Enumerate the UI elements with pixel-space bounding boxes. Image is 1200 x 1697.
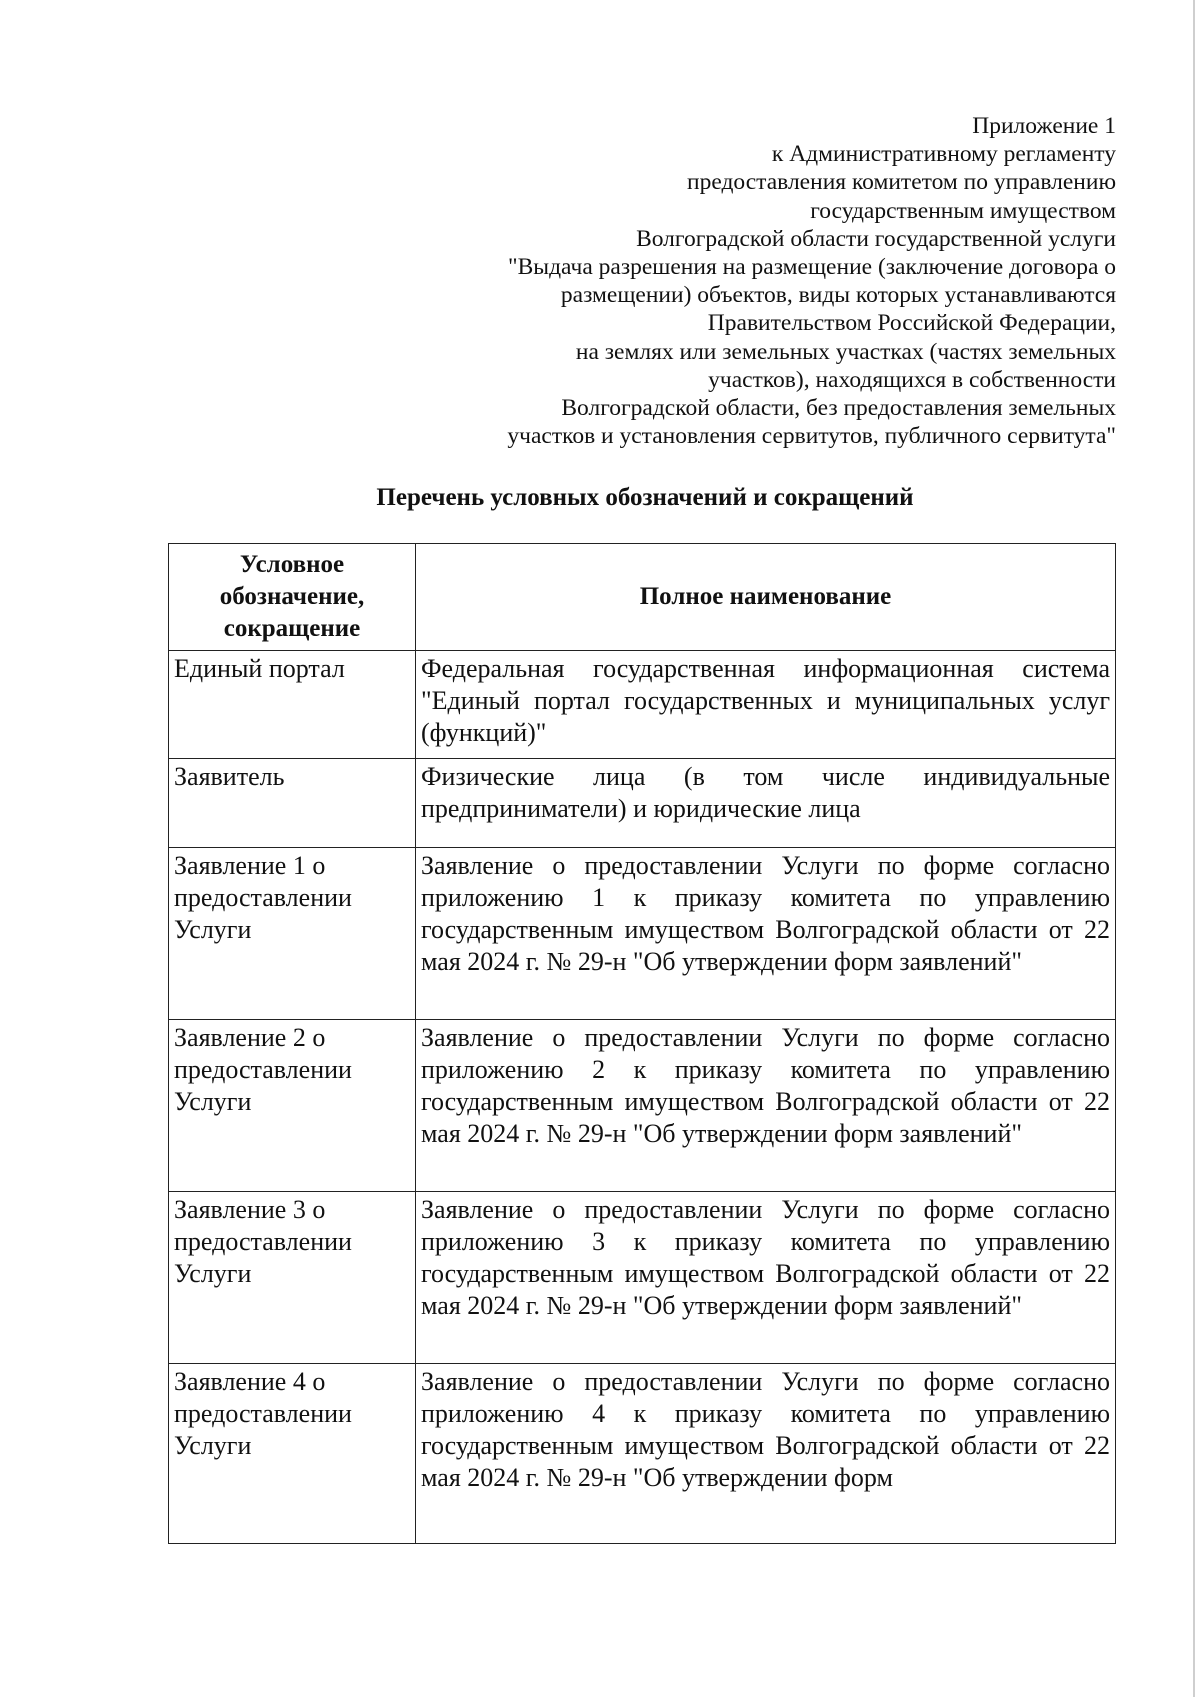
full-name-cell: Заявление о предоставлении Услуги по форме согласно приложению 1 к приказу комитета по управлению государственным имуществом Волгоградской области от 22 мая 2024 г. № 29-н "Об утверждении форм заявлений" xyxy=(416,848,1116,1020)
appendix-line: размещении) объектов, виды которых устанавливаются xyxy=(560,282,1116,309)
abbreviations-table xyxy=(168,543,1116,1544)
table-row xyxy=(169,1364,1116,1544)
page-edge-line xyxy=(1193,0,1195,1697)
full-name-cell: Заявление о предоставлении Услуги по форме согласно приложению 4 к приказу комитета по управлению государственным имуществом Волгоградской области от 22 мая 2024 г. № 29-н "Об утверждении форм xyxy=(416,1364,1116,1544)
appendix-line: Волгоградской области государственной услуги xyxy=(636,225,1116,252)
full-name-cell: Федеральная государственная информационная система "Единый портал государственных и муниципальных услуг (функций)" xyxy=(416,651,1116,759)
header-full-name: Полное наименование xyxy=(416,544,1116,651)
table-row xyxy=(169,1020,1116,1192)
abbreviation-cell: Заявление 2 о предоставлении Услуги xyxy=(169,1020,416,1192)
appendix-line: Правительством Российской Федерации, xyxy=(707,310,1116,337)
table-row xyxy=(169,848,1116,1020)
full-name-cell: Заявление о предоставлении Услуги по форме согласно приложению 3 к приказу комитета по управлению государственным имуществом Волгоградской области от 22 мая 2024 г. № 29-н "Об утверждении форм заявлений" xyxy=(416,1192,1116,1364)
document-title: Перечень условных обозначений и сокращений xyxy=(376,484,914,511)
abbreviation-cell: Заявление 3 о предоставлении Услуги xyxy=(169,1192,416,1364)
appendix-line: к Административному регламенту xyxy=(771,141,1116,168)
appendix-line: государственным имуществом xyxy=(810,197,1116,224)
abbreviation-cell: Заявитель xyxy=(169,759,416,848)
header-abbreviation: Условное обозначение, сокращение xyxy=(169,544,416,651)
abbreviation-cell: Единый портал xyxy=(169,651,416,759)
appendix-line: участков), находящихся в собственности xyxy=(708,366,1116,393)
appendix-line: Приложение 1 xyxy=(972,113,1116,139)
appendix-line: Волгоградской области, без предоставления земельных xyxy=(561,395,1116,422)
table-header-row xyxy=(169,544,1116,651)
appendix-header xyxy=(416,112,1116,450)
abbreviation-cell: Заявление 1 о предоставлении Услуги xyxy=(169,848,416,1020)
appendix-line: участков и установления сервитутов, публичного сервитута" xyxy=(507,423,1116,450)
abbreviation-cell: Заявление 4 о предоставлении Услуги xyxy=(169,1364,416,1544)
full-name-cell: Физические лица (в том числе индивидуальные предприниматели) и юридические лица xyxy=(416,759,1116,848)
table-row xyxy=(169,651,1116,759)
table-row xyxy=(169,1192,1116,1364)
appendix-line: предоставления комитетом по управлению xyxy=(687,169,1116,196)
full-name-cell: Заявление о предоставлении Услуги по форме согласно приложению 2 к приказу комитета по управлению государственным имуществом Волгоградской области от 22 мая 2024 г. № 29-н "Об утверждении форм заявлений" xyxy=(416,1020,1116,1192)
appendix-line: на землях или земельных участках (частях земельных xyxy=(575,338,1116,365)
appendix-line: "Выдача разрешения на размещение (заключение договора о xyxy=(508,254,1116,281)
table-row xyxy=(169,759,1116,848)
